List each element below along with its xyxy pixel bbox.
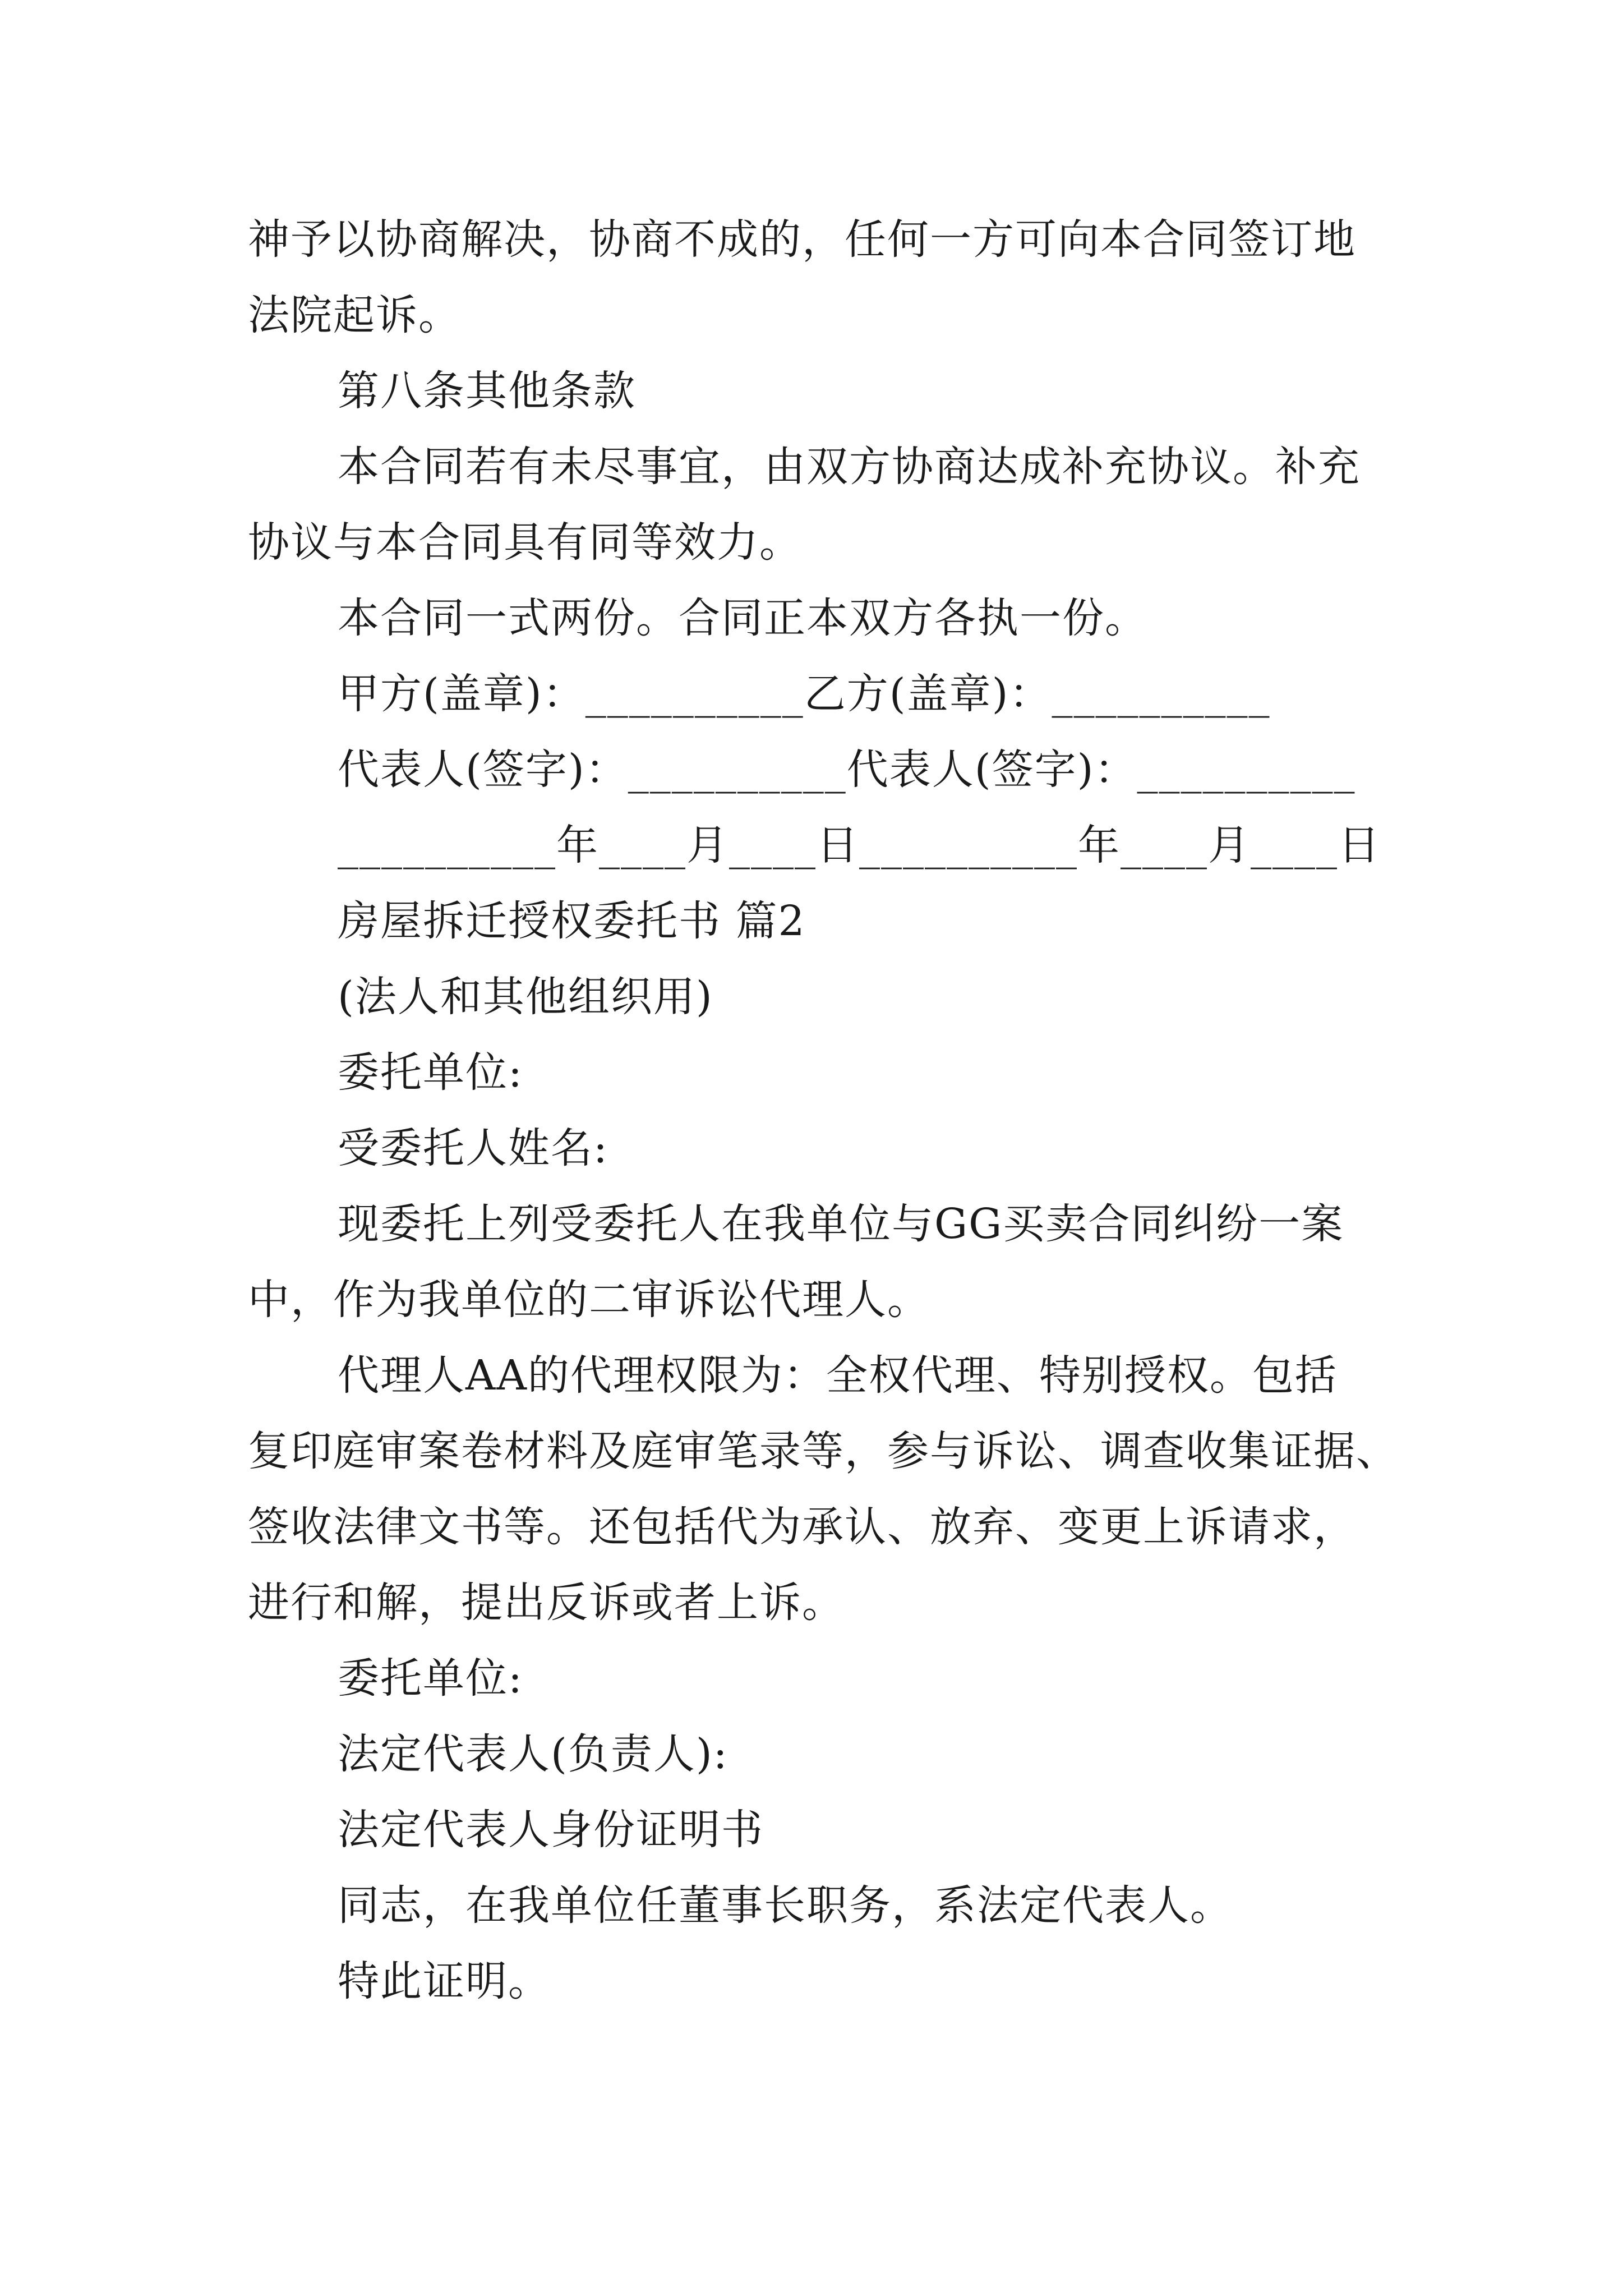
paragraph-line: 神予以协商解决，协商不成的，任何一方可向本合同签订地 bbox=[248, 215, 1356, 264]
document-subtitle: (法人和其他组织用) bbox=[338, 973, 713, 1021]
date-line: __________年____月____日__________年____月____日 bbox=[338, 821, 1381, 869]
paragraph-line: 中，作为我单位的二审诉讼代理人。 bbox=[248, 1276, 930, 1324]
paragraph-line: 代理人AA的代理权限为：全权代理、特别授权。包括 bbox=[338, 1351, 1338, 1400]
signature-line: 代表人(签字)：__________代表人(签字)：__________ bbox=[338, 746, 1356, 794]
paragraph-line: 签收法律文书等。还包括代为承认、放弃、变更上诉请求， bbox=[248, 1503, 1356, 1551]
paragraph-line: 现委托上列受委托人在我单位与GG买卖合同纠纷一案 bbox=[338, 1200, 1344, 1248]
paragraph-line: 同志，在我单位任董事长职务，系法定代表人。 bbox=[338, 1881, 1233, 1930]
paragraph-line: 本合同一式两份。合同正本双方各执一份。 bbox=[338, 594, 1147, 642]
document-title: 房屋拆迁授权委托书 篇2 bbox=[338, 897, 806, 945]
paragraph-line: 协议与本合同具有同等效力。 bbox=[248, 518, 802, 567]
field-label: 委托单位: bbox=[338, 1048, 523, 1097]
field-label: 委托单位: bbox=[338, 1654, 523, 1703]
paragraph-line: 特此证明。 bbox=[338, 1957, 551, 2005]
section-heading: 法定代表人身份证明书 bbox=[338, 1806, 764, 1854]
document-body bbox=[248, 202, 1414, 2019]
paragraph-line: 法院起诉。 bbox=[248, 291, 461, 339]
paragraph-line: 进行和解，提出反诉或者上诉。 bbox=[248, 1579, 845, 1627]
field-label: 受委托人姓名: bbox=[338, 1124, 608, 1172]
paragraph-line: 本合同若有未尽事宜，由双方协商达成补充协议。补充 bbox=[338, 443, 1361, 491]
paragraph-line: 复印庭审案卷材料及庭审笔录等，参与诉讼、调查收集证据、 bbox=[248, 1427, 1399, 1475]
field-label: 法定代表人(负责人): bbox=[338, 1730, 728, 1778]
seal-line: 甲方(盖章)：__________乙方(盖章)：__________ bbox=[338, 670, 1271, 718]
section-heading: 第八条其他条款 bbox=[338, 367, 636, 415]
